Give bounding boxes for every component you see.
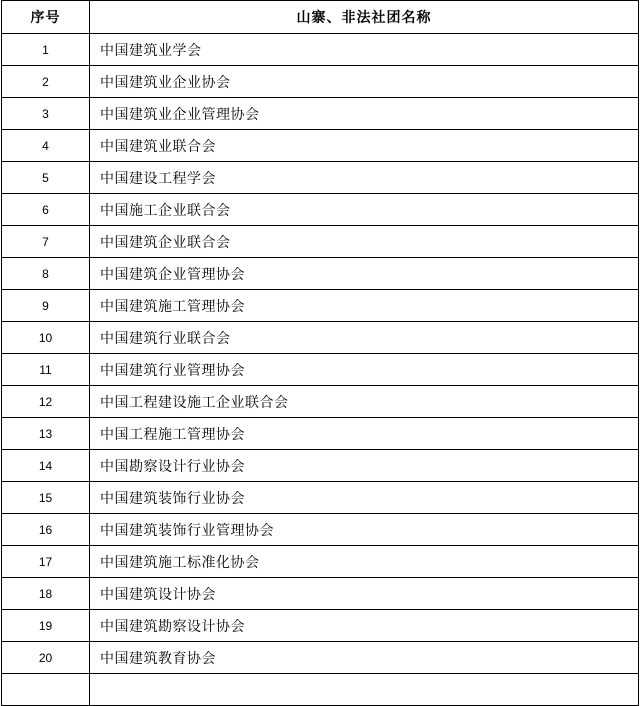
table-row <box>2 354 639 386</box>
cell-index: 11 <box>2 354 90 386</box>
table-row <box>2 322 639 354</box>
cell-index: 3 <box>2 98 90 130</box>
illegal-associations-table <box>1 0 639 706</box>
cell-index <box>2 674 90 706</box>
table-row <box>2 578 639 610</box>
cell-name: 中国建筑行业联合会 <box>90 322 639 354</box>
cell-name: 中国建筑教育协会 <box>90 642 639 674</box>
table-row <box>2 546 639 578</box>
column-header-name: 山寨、非法社团名称 <box>90 1 639 34</box>
table-row <box>2 130 639 162</box>
cell-index: 10 <box>2 322 90 354</box>
table-row <box>2 482 639 514</box>
table-header-row <box>2 1 639 34</box>
cell-name: 中国工程施工管理协会 <box>90 418 639 450</box>
table-row <box>2 514 639 546</box>
cell-index: 5 <box>2 162 90 194</box>
table-row <box>2 642 639 674</box>
cell-index: 7 <box>2 226 90 258</box>
table-row <box>2 226 639 258</box>
cell-name: 中国建筑企业联合会 <box>90 226 639 258</box>
cell-name: 中国勘察设计行业协会 <box>90 450 639 482</box>
cell-index: 16 <box>2 514 90 546</box>
cell-index: 20 <box>2 642 90 674</box>
cell-name: 中国建筑行业管理协会 <box>90 354 639 386</box>
cell-name: 中国建筑施工标准化协会 <box>90 546 639 578</box>
cell-name: 中国建筑施工管理协会 <box>90 290 639 322</box>
column-header-index: 序号 <box>2 1 90 34</box>
table-header <box>2 1 639 34</box>
table-body <box>2 34 639 706</box>
table-row <box>2 674 639 706</box>
table-row <box>2 418 639 450</box>
cell-index: 8 <box>2 258 90 290</box>
cell-name: 中国施工企业联合会 <box>90 194 639 226</box>
cell-name: 中国建筑装饰行业协会 <box>90 482 639 514</box>
table-row <box>2 258 639 290</box>
table-row <box>2 290 639 322</box>
table-row <box>2 34 639 66</box>
table-row <box>2 386 639 418</box>
cell-index: 2 <box>2 66 90 98</box>
cell-name: 中国建设工程学会 <box>90 162 639 194</box>
cell-name: 中国建筑业企业管理协会 <box>90 98 639 130</box>
cell-index: 15 <box>2 482 90 514</box>
cell-index: 13 <box>2 418 90 450</box>
table-row <box>2 194 639 226</box>
cell-index: 19 <box>2 610 90 642</box>
cell-name: 中国建筑企业管理协会 <box>90 258 639 290</box>
cell-name: 中国建筑业联合会 <box>90 130 639 162</box>
cell-name: 中国建筑勘察设计协会 <box>90 610 639 642</box>
cell-name: 中国建筑装饰行业管理协会 <box>90 514 639 546</box>
table-row <box>2 610 639 642</box>
cell-index: 18 <box>2 578 90 610</box>
cell-index: 1 <box>2 34 90 66</box>
cell-index: 9 <box>2 290 90 322</box>
cell-name: 中国工程建设施工企业联合会 <box>90 386 639 418</box>
cell-name: 中国建筑业学会 <box>90 34 639 66</box>
cell-name: 中国建筑设计协会 <box>90 578 639 610</box>
cell-index: 14 <box>2 450 90 482</box>
table-row <box>2 162 639 194</box>
cell-index: 17 <box>2 546 90 578</box>
cell-name: 中国建筑业企业协会 <box>90 66 639 98</box>
cell-name <box>90 674 639 706</box>
table-row <box>2 66 639 98</box>
cell-index: 6 <box>2 194 90 226</box>
cell-index: 12 <box>2 386 90 418</box>
table-row <box>2 450 639 482</box>
cell-index: 4 <box>2 130 90 162</box>
table-row <box>2 98 639 130</box>
